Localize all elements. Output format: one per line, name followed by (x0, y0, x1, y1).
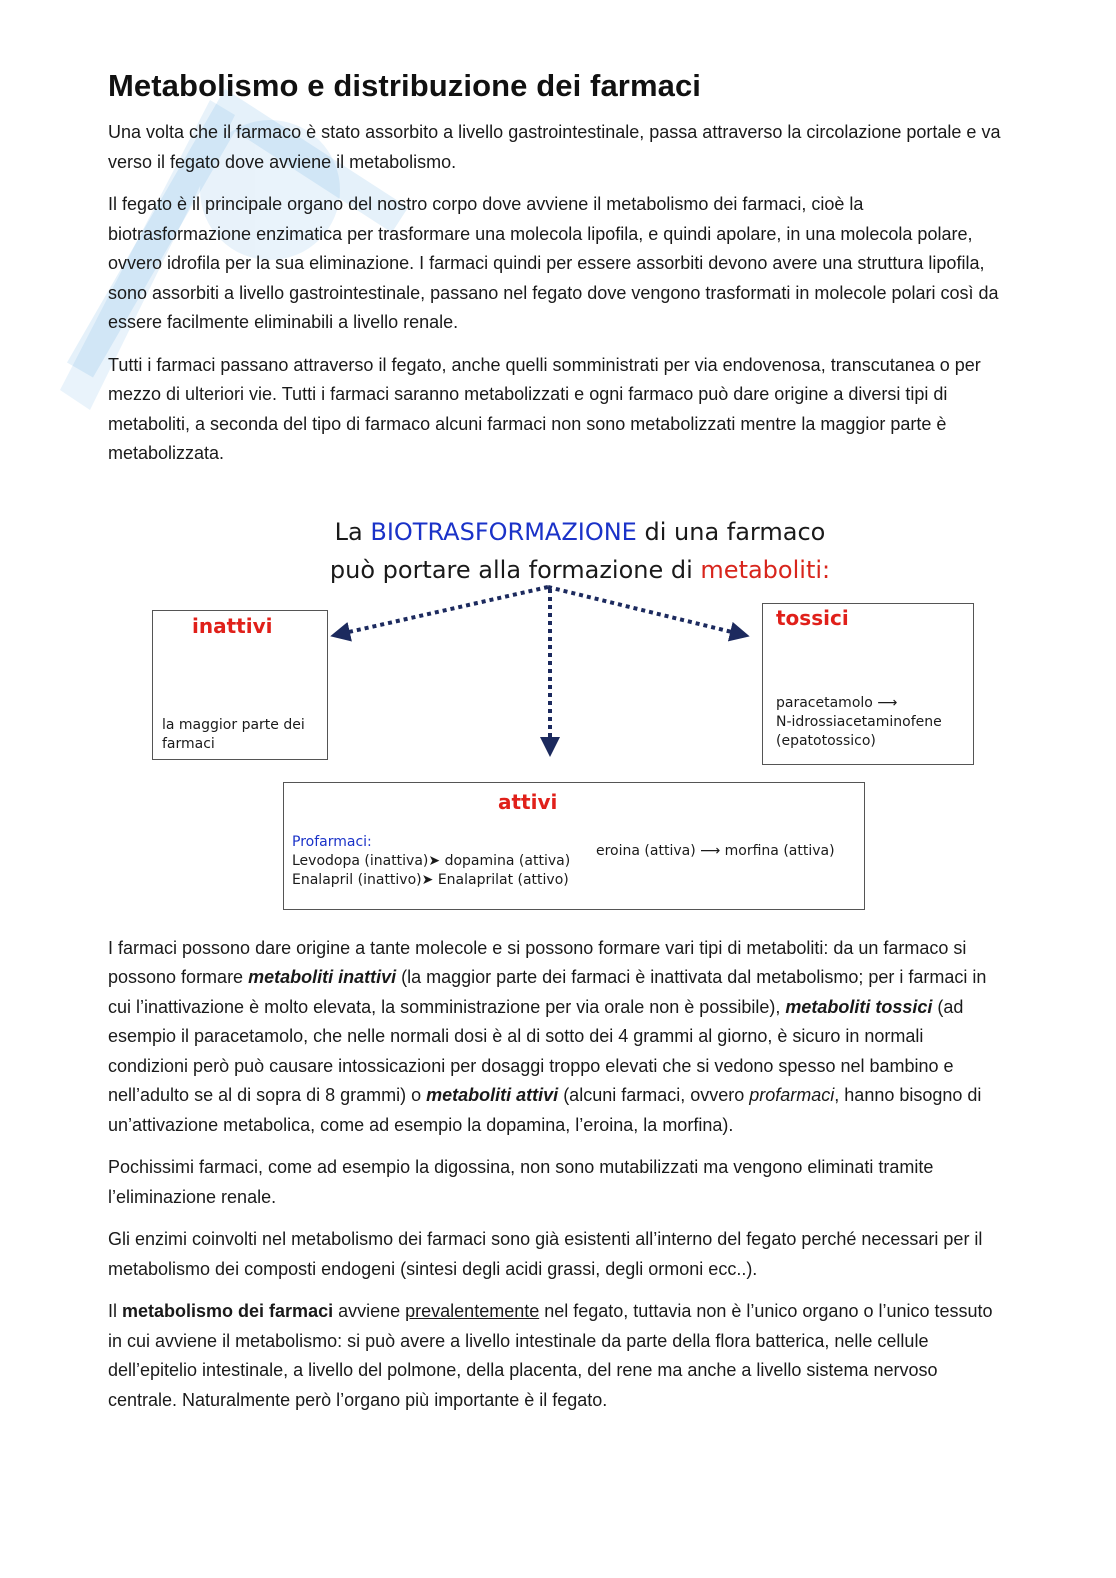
label-inattivi: inattivi (192, 613, 273, 638)
dotted-arrow-right (548, 587, 740, 634)
paragraph-digossina: Pochissimi farmaci, come ad esempio la digossina, non sono mutabilizzati ma vengono eliminati tramite l’eliminazione renale. (108, 1157, 934, 1207)
biotrasformazione-diagram (108, 482, 1008, 934)
paragraph-sedi-metabolismo: Il metabolismo dei farmaci avviene prevalentemente nel fegato, tuttavia non è l’unico organo o l’unico tessuto in cui avviene il metabolismo: si può avere a livello intestinale da parte della flora batterica, nelle cellule dell’epitelio intestinale, a livello del polmone, della placenta, del rene ma anche a livello sistema nervoso centrale. Naturalmente però l’organo più importante è il fegato. (108, 1301, 993, 1410)
paragraph-metaboliti: I farmaci possono dare origine a tante molecole e si possono formare vari tipi di metaboliti: da un farmaco si possono formare metaboliti inattivi (la maggior parte dei farmaci è inattivata dal metabolismo; per i farmaci in cui l’inattivazione è molto elevata, la somministrazione per via orale non è possibile), metaboliti tossici (ad esempio il paracetamolo, che nelle normali dosi è al di sotto dei 4 grammi al giorno, è sicuro in normali condizioni però può causare intossicazioni per dosaggi troppo elevati che si vedono spesso nel bambino e nell’adulto se al di sopra di 8 grammi) o metaboliti attivi (alcuni farmaci, ovvero profarmaci, hanno bisogno di un’attivazione metabolica, come ad esempio la dopamina, l’eroina, la morfina). (108, 937, 987, 1135)
intro-paragraph-2: Il fegato è il principale organo del nostro corpo dove avviene il metabolismo dei farmaci, cioè la biotrasformazione enzimatica per trasformare una molecola lipofila, e quindi apolare, in una molecola polare, ovvero idrofila per la sua eliminazione. I farmaci quindi per essere assorbiti devono avere una struttura lipofila, sono assorbiti a livello gastrointestinale, passano nel fegato dove vengono trasformati in molecole polari così da essere facilmente eliminabili a livello renale. (108, 194, 999, 332)
page-title: Metabolismo e distribuzione dei farmaci (108, 68, 702, 103)
intro-paragraph-1: Una volta che il farmaco è stato assorbito a livello gastrointestinale, passa attraverso la circolazione portale e va verso il fegato dove avviene il metabolismo. (108, 122, 1001, 172)
dotted-arrow-left (340, 587, 548, 634)
eroina-text: eroina (attiva) ⟶ morfina (attiva) (596, 842, 835, 859)
profarmaci-text: Profarmaci: Levodopa (inattiva)➤ dopamina (attiva) Enalapril (inattivo)➤ Enalaprilat (attivo) (292, 833, 571, 888)
tossici-text: paracetamolo ⟶ N-idrossiacetaminofene (epatotossico) (776, 694, 942, 749)
label-tossici: tossici (776, 605, 849, 630)
arrow-right-icon: ⟶ (700, 842, 721, 859)
inattivi-text: la maggior parte dei farmaci (162, 716, 305, 752)
intro-paragraph-3: Tutti i farmaci passano attraverso il fegato, anche quelli somministrati per via endovenosa, transcutanea o per mezzo di ulteriori vie. Tutti i farmaci saranno metabolizzati e ogni farmaco può dare origine a diversi tipi di metaboliti, a seconda del tipo di farmaco alcuni farmaci non sono metabolizzati mentre la maggior parte è metabolizzata. (108, 354, 981, 463)
document-page (108, 68, 1008, 1428)
diagram-title-line-2: può portare alla formazione di metaboliti: (329, 555, 831, 584)
diagram-title-line-1: La BIOTRASFORMAZIONE di una farmaco (334, 517, 826, 546)
arrow-right-icon: ⟶ (877, 694, 898, 711)
paragraph-enzimi: Gli enzimi coinvolti nel metabolismo dei farmaci sono già esistenti all’interno del fegato perché necessari per il metabolismo dei composti endogeni (sintesi degli acidi grassi, degli ormoni ecc..). (108, 1229, 983, 1279)
label-attivi: attivi (498, 789, 558, 814)
